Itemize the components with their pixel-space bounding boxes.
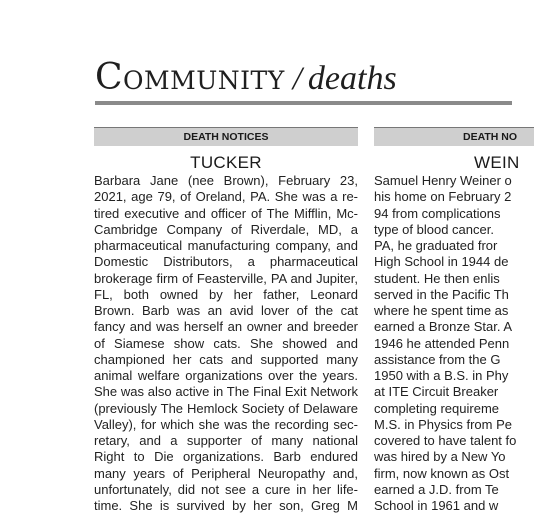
body-line: championed her cats and supported many [94, 351, 358, 367]
column-label: DEATH NO [374, 128, 534, 146]
body-line: fancy and was herself an owner and breeder [94, 319, 358, 335]
body-line: served in the Pacific Th [374, 286, 509, 302]
body-line: pharmaceutical manufacturing company, and [94, 238, 358, 253]
body-line: was hired by a New Yo [374, 449, 506, 465]
body-line: brokerage firm of Feasterville, PA and Jupiter, [94, 270, 358, 286]
body-line: covered to have talent fo [374, 433, 517, 448]
body-line: 1950 with a B.S. in Phy [374, 368, 509, 383]
body-line: of Siamese show cats. She showed and [94, 335, 358, 351]
body-line: School in 1961 and w [374, 498, 499, 513]
obituary-name: WEIN [474, 153, 520, 172]
body-line: firm, now known as Ost [374, 465, 510, 481]
body-line: assistance from the G [374, 351, 501, 367]
body-line: 2021, age 79, of Oreland, PA. She was a re- [94, 189, 358, 205]
body-line: High School in 1944 de [374, 254, 509, 270]
body-line: where he spent time as [374, 303, 509, 318]
body-line: animal welfare organizations over the years. [94, 368, 358, 383]
body-line: M.S. in Physics from Pe [374, 416, 512, 432]
body-line: tired executive and officer of The Mifflin, Mc- [94, 205, 358, 221]
body-line: earned a J.D. from Te [374, 481, 499, 497]
column-label: DEATH NOTICES [94, 128, 358, 146]
body-line: time. She is survived by her son, Greg M [94, 498, 358, 513]
body-line: Barbara Jane (nee Brown), February 23, [94, 173, 358, 188]
body-line: FL, both owned by her father, Leonard [94, 286, 358, 302]
death-notices-column-right [374, 127, 534, 514]
body-line: Samuel Henry Weiner o [374, 173, 512, 188]
body-line: retary, and a supporter of many national [94, 433, 358, 448]
section-separator: / [292, 61, 302, 97]
obituary-name: TUCKER [190, 153, 262, 172]
body-line: Valley), for which she was the recording sec- [94, 416, 358, 432]
body-line: completing requireme [374, 400, 500, 416]
header-rule [95, 101, 512, 105]
body-line: She was also active in The Final Exit Network [94, 384, 358, 400]
death-notices-column-left [94, 127, 358, 514]
body-line: Cambridge Company of Riverdale, MD, a [94, 221, 358, 237]
body-line: earned a Bronze Star. A [374, 319, 513, 335]
body-line: Domestic Distributors, a pharmaceutical [94, 254, 358, 270]
body-line: student. He then enlis [374, 270, 500, 286]
body-line: PA, he graduated fror [374, 238, 498, 253]
body-line: Brown. Barb was an avid lover of the cat [94, 303, 358, 318]
body-line: unfortunately, did not see a cure in her life- [94, 481, 358, 497]
obituary-body [374, 173, 534, 514]
body-line: 1946 he attended Penn [374, 335, 510, 351]
obituary-body [94, 173, 358, 514]
section-header [95, 57, 397, 98]
section-name: Community [95, 57, 285, 98]
subsection-name: deaths [307, 60, 397, 97]
body-line: at ITE Circuit Breaker [374, 384, 499, 400]
body-line: (previously The Hemlock Society of Delaware [94, 400, 358, 416]
body-line: his home on February 2 [374, 189, 512, 205]
body-line: 94 from complications [374, 205, 501, 221]
body-line: type of blood cancer. [374, 221, 494, 237]
body-line: many years of Peripheral Neuropathy and, [94, 465, 358, 481]
body-line: Right to Die organizations. Barb endured [94, 449, 358, 465]
